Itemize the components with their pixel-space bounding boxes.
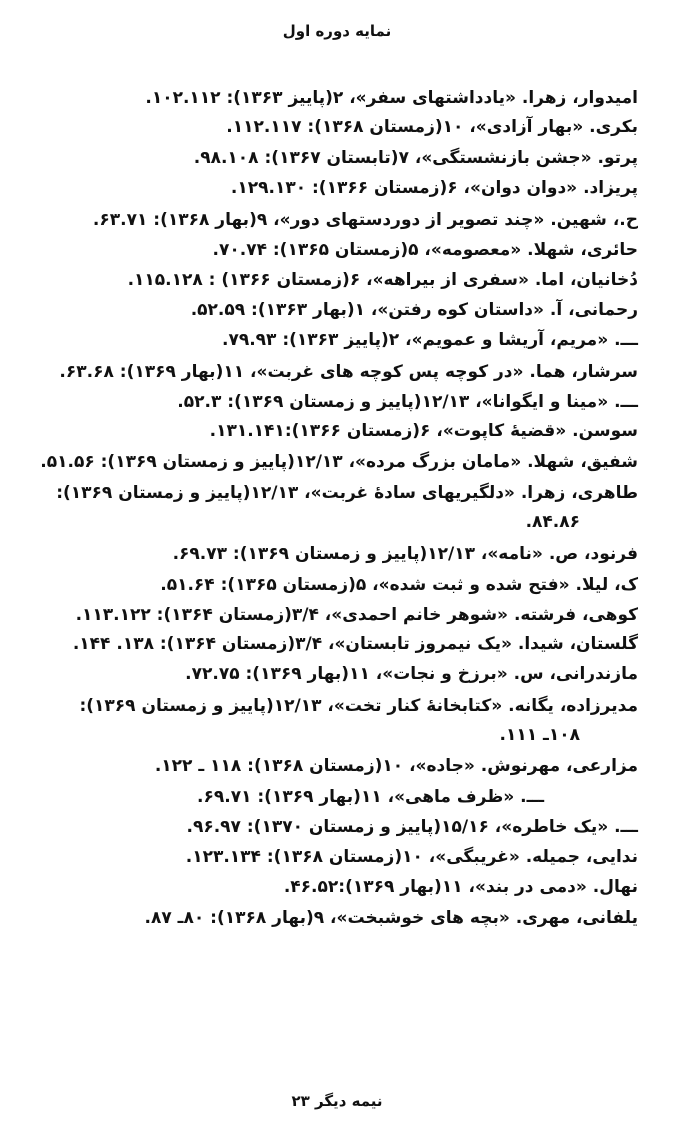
- index-entry-text: مزارعی، مهرنوش. «جاده»، ۱۰(زمستان ۱۳۶۸): ۱۱۸ ـ ۱۲۲.: [154, 756, 638, 776]
- index-entry: [20, 417, 638, 446]
- index-entry-text: امیدوار، زهرا. «یادداشتهای سفر»، ۲(پاییز ۱۳۶۳): ۱۰۲.۱۱۲.: [145, 88, 638, 108]
- index-entry: [20, 144, 638, 173]
- index-entry-text: حائری، شهلا. «معصومه»، ۵(زمستان ۱۳۶۵): ۷۰.۷۴.: [212, 240, 638, 260]
- index-entry: [20, 571, 638, 600]
- index-entry-text: کوهی، فرشته. «شوهر خانم احمدی»، ۳/۴(زمستان ۱۳۶۴): ۱۱۳.۱۲۲.: [75, 605, 638, 625]
- index-entry-text: رحمانی، آ. «داستان کوه رفتن»، ۱(بهار ۱۳۶۳): ۵۲.۵۹.: [190, 300, 638, 320]
- index-entry: [20, 206, 638, 235]
- index-entry: [20, 630, 638, 659]
- index-entry-text: فرنود، ص. «نامه»، ۱۲/۱۳(پاییز و زمستان ۱۳۶۹): ۶۹.۷۳.: [172, 544, 638, 564]
- page-header: نمایه دوره اول: [282, 22, 392, 40]
- index-entry-text: ـــ. «یک خاطره»، ۱۵/۱۶(پاییز و زمستان ۱۳۷۰): ۹۶.۹۷.: [186, 817, 638, 837]
- index-entry-text: شفیق، شهلا. «مامان بزرگ مرده»، ۱۲/۱۳(پاییز و زمستان ۱۳۶۹): ۵۱.۵۶.: [40, 452, 638, 472]
- index-entry-text: سوسن. «قضیهٔ کاپوت»، ۶(زمستان ۱۳۶۶):۱۳۱.۱۴۱.: [209, 421, 638, 441]
- index-entry: [20, 873, 638, 902]
- index-entry-text: ح.، شهین. «چند تصویر از دوردستهای دور»، ۹(بهار ۱۳۶۸): ۶۳.۷۱.: [92, 210, 638, 230]
- index-entry-text: مازندرانی، س. «برزخ و نجات»، ۱۱(بهار ۱۳۶۹): ۷۲.۷۵.: [185, 664, 638, 684]
- index-entry: [20, 843, 638, 872]
- index-entry-text: ندایی، جمیله. «غریبگی»، ۱۰(زمستان ۱۳۶۸): ۱۲۳.۱۳۴.: [185, 847, 638, 867]
- index-entry: [20, 813, 638, 842]
- index-entry: [20, 601, 638, 630]
- index-entry: [20, 236, 638, 265]
- index-entry: [20, 692, 638, 750]
- index-entry: [20, 113, 638, 142]
- index-entry-text: بکری. «بهار آزادی»، ۱۰(زمستان ۱۳۶۸): ۱۱۲.۱۱۷.: [226, 117, 638, 137]
- index-entry: [20, 752, 638, 781]
- index-entry-text: طاهری، زهرا. «دلگیریهای سادهٔ غربت»، ۱۲/۱۳(پاییز و زمستان ۱۳۶۹):: [56, 483, 638, 503]
- index-entry: [20, 326, 638, 355]
- index-entry-text: سرشار، هما. «در کوچه پس کوچه های غربت»، ۱۱(بهار ۱۳۶۹): ۶۳.۶۸.: [59, 362, 638, 382]
- index-entry-text: پرتو. «جشن بازنشستگی»، ۷(تابستان ۱۳۶۷): ۹۸.۱۰۸.: [193, 148, 638, 168]
- index-entry: [20, 479, 638, 537]
- index-entry-text: ـــ. «مریم، آریشا و عمویم»، ۲(پاییز ۱۳۶۳): ۷۹.۹۳.: [221, 330, 638, 350]
- index-entry-continuation: ۱۰۸ـ ۱۱۱.: [499, 725, 580, 745]
- index-entry-continuation: ۸۴.۸۶.: [525, 512, 580, 532]
- index-entry: [20, 540, 638, 569]
- index-entry-text: پریزاد. «دوان دوان»، ۶(زمستان ۱۳۶۶): ۱۲۹.۱۳۰.: [230, 178, 638, 198]
- index-entry-text: ـــ. «مینا و ایگوانا»، ۱۲/۱۳(پاییز و زمستان ۱۳۶۹): ۵۲.۳.: [177, 392, 638, 412]
- index-entry: [20, 358, 638, 387]
- index-entry: [20, 904, 638, 933]
- index-entry: [0, 783, 598, 812]
- index-entry-text: ـــ. «ظرف ماهی»، ۱۱(بهار ۱۳۶۹): ۶۹.۷۱.: [197, 787, 544, 807]
- index-entry: [20, 660, 638, 689]
- index-entry-text: نهال. «دمی در بند»، ۱۱(بهار ۱۳۶۹):۴۶.۵۲.: [283, 877, 638, 897]
- index-entry-text: ک، لیلا. «فتح شده و ثبت شده»، ۵(زمستان ۱۳۶۵): ۵۱.۶۴.: [160, 575, 638, 595]
- index-entry: [20, 266, 638, 295]
- index-entry: [20, 174, 638, 203]
- index-entry-text: دُخانیان، اما. «سفری از بیراهه»، ۶(زمستان ۱۳۶۶) : ۱۱۵.۱۲۸.: [127, 270, 638, 290]
- index-entry: [20, 448, 638, 477]
- index-entry-text: گلستان، شیدا. «یک نیمروز تابستان»، ۳/۴(زمستان ۱۳۶۴): ۱۳۸. ۱۴۴.: [72, 634, 638, 654]
- index-entry: [20, 84, 638, 113]
- page-footer: نیمه دیگر ۲۳: [291, 1092, 383, 1110]
- index-entry: [20, 388, 638, 417]
- index-entry-text: یلفانی، مهری. «بچه های خوشبخت»، ۹(بهار ۱۳۶۸): ۸۰ـ ۸۷.: [144, 908, 638, 928]
- index-entry-text: مدیرزاده، یگانه. «کتابخانهٔ کنار تخت»، ۱۲/۱۳(پاییز و زمستان ۱۳۶۹):: [79, 696, 638, 716]
- index-entry: [20, 296, 638, 325]
